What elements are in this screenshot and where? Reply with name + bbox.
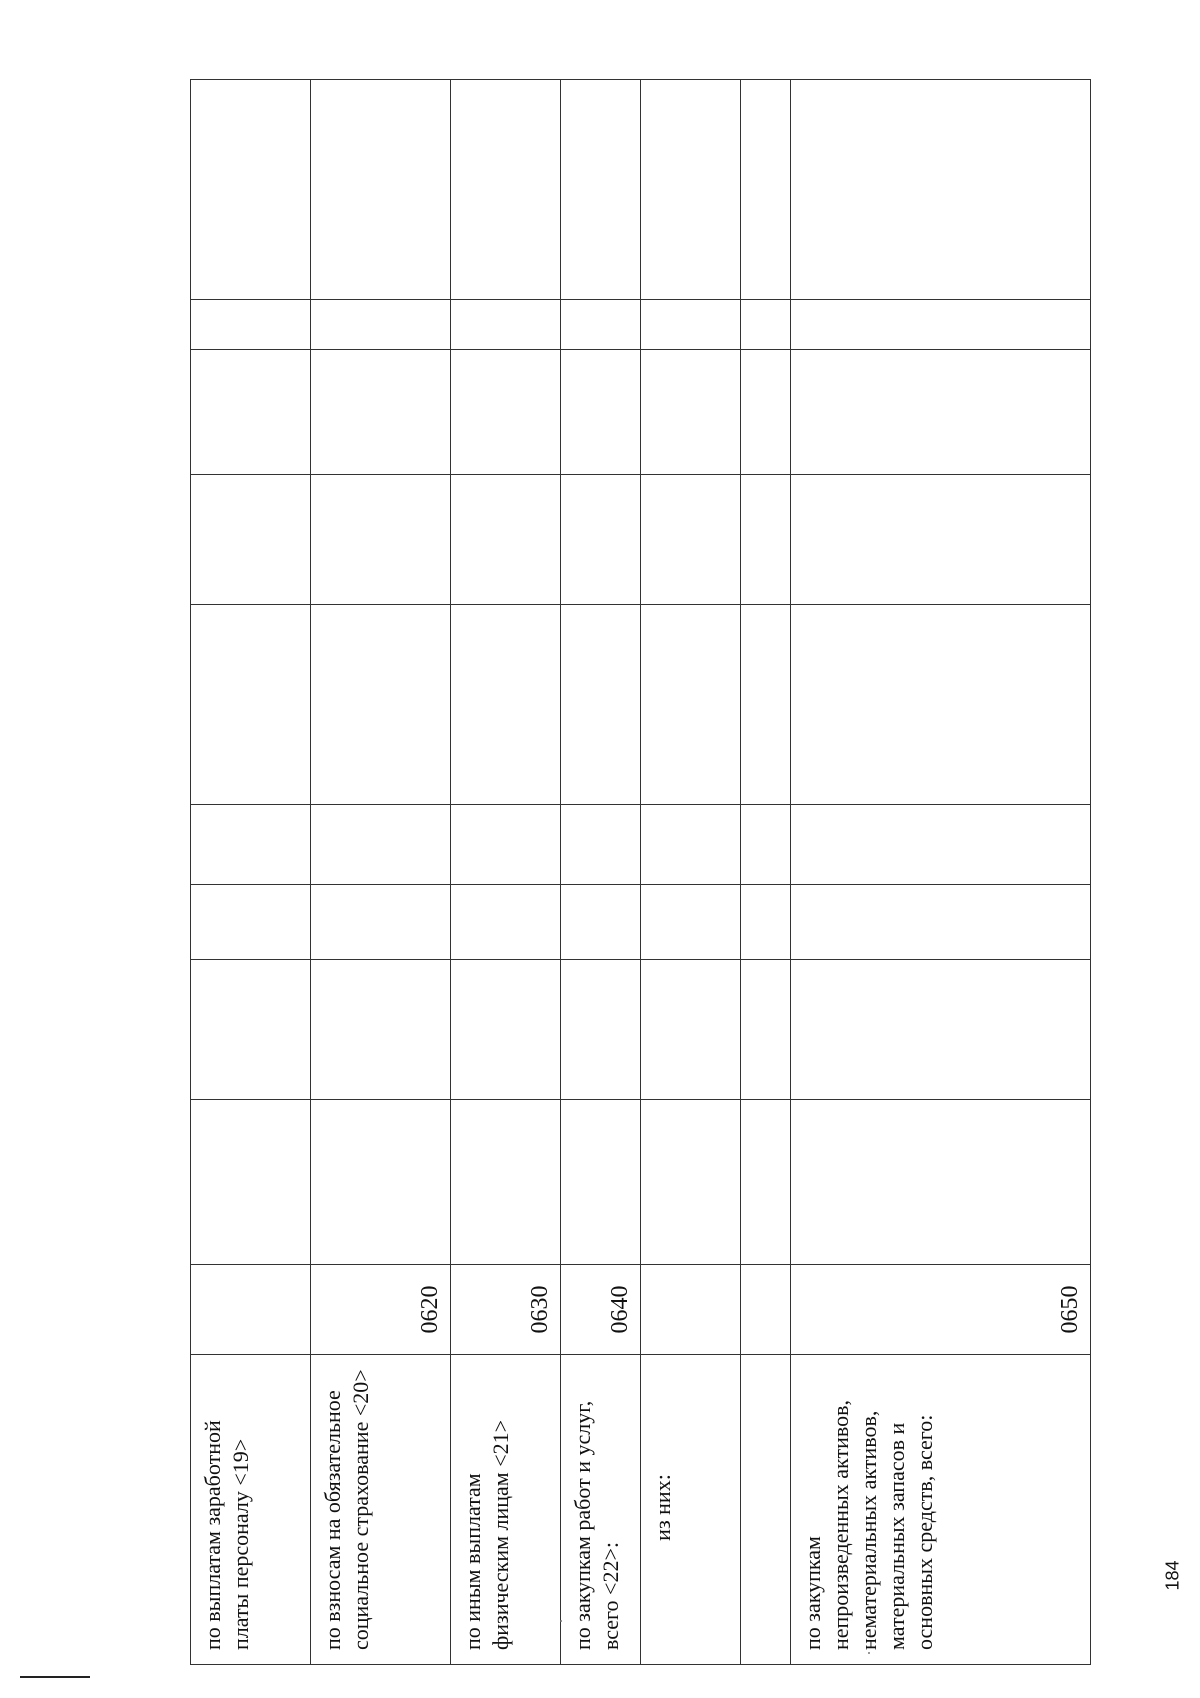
table-cell xyxy=(741,960,791,1100)
table-cell xyxy=(741,885,791,960)
table-cell xyxy=(791,605,1091,805)
table-cell xyxy=(741,1100,791,1265)
table-cell xyxy=(791,475,1091,605)
table-cell xyxy=(191,885,311,960)
table-cell xyxy=(451,605,561,805)
footnote-rule xyxy=(20,1676,90,1678)
table-cell xyxy=(191,475,311,605)
table-row xyxy=(791,80,1091,1665)
table-cell xyxy=(641,605,741,805)
table-cell xyxy=(191,960,311,1100)
table-cell xyxy=(791,960,1091,1100)
row-code: 0640 xyxy=(561,1265,641,1355)
table-cell xyxy=(311,80,451,300)
table-cell xyxy=(311,300,451,350)
row-label: по иным выплатам физическим лицам <21> xyxy=(451,1355,561,1665)
table-cell xyxy=(641,475,741,605)
row-code: 0630 xyxy=(451,1265,561,1355)
table-row xyxy=(451,80,561,1665)
table-row xyxy=(561,80,641,1665)
table-cell xyxy=(641,1100,741,1265)
table-cell xyxy=(311,350,451,475)
table-cell xyxy=(561,885,641,960)
scan-speck xyxy=(868,1652,870,1654)
table-cell xyxy=(561,960,641,1100)
table-cell xyxy=(451,350,561,475)
rotated-table-wrapper xyxy=(190,80,1090,1665)
table-row xyxy=(191,80,311,1665)
row-code: 0650 xyxy=(791,1265,1091,1355)
table-cell xyxy=(641,300,741,350)
table-cell xyxy=(311,960,451,1100)
table-cell xyxy=(191,300,311,350)
table-cell xyxy=(561,80,641,300)
table-cell xyxy=(641,885,741,960)
table-cell xyxy=(561,475,641,605)
table-cell xyxy=(791,1100,1091,1265)
data-table xyxy=(190,79,1091,1665)
table-cell xyxy=(791,885,1091,960)
table-cell xyxy=(791,805,1091,885)
table-cell xyxy=(641,80,741,300)
table-cell xyxy=(451,960,561,1100)
table-cell xyxy=(451,300,561,350)
row-label xyxy=(741,1355,791,1665)
table-cell xyxy=(741,475,791,605)
table-cell xyxy=(191,350,311,475)
table-cell xyxy=(741,350,791,475)
table-row xyxy=(741,80,791,1665)
row-label: из них: xyxy=(641,1355,741,1665)
scan-speck xyxy=(560,1620,562,1622)
table-cell xyxy=(561,300,641,350)
row-code xyxy=(741,1265,791,1355)
table-cell xyxy=(561,350,641,475)
table-cell xyxy=(741,300,791,350)
table-cell xyxy=(311,1100,451,1265)
row-label: по выплатам заработной платы персоналу <19> xyxy=(191,1355,311,1665)
row-code: 0620 xyxy=(311,1265,451,1355)
row-label: по взносам на обязательное социальное страхование <20> xyxy=(311,1355,451,1665)
row-label: по закупкам работ и услуг, всего <22>: xyxy=(561,1355,641,1665)
table-cell xyxy=(451,1100,561,1265)
table-row xyxy=(311,80,451,1665)
row-label: по закупкам непроизведенных активов, нематериальных активов, материальных запасов и основных средств, всего: xyxy=(791,1355,1091,1665)
table-cell xyxy=(741,805,791,885)
table-cell xyxy=(451,475,561,605)
table-cell xyxy=(791,300,1091,350)
table-cell xyxy=(191,80,311,300)
table-cell xyxy=(311,605,451,805)
table-cell xyxy=(561,805,641,885)
row-code xyxy=(191,1265,311,1355)
table-cell xyxy=(191,605,311,805)
table-cell xyxy=(641,805,741,885)
row-code xyxy=(641,1265,741,1355)
table-cell xyxy=(451,805,561,885)
table-cell xyxy=(641,350,741,475)
table-cell xyxy=(561,1100,641,1265)
table-row xyxy=(641,80,741,1665)
table-cell xyxy=(641,960,741,1100)
table-cell xyxy=(791,350,1091,475)
table-cell xyxy=(791,80,1091,300)
page-number: 184 xyxy=(1162,1560,1183,1591)
table-cell xyxy=(191,805,311,885)
table-cell xyxy=(451,80,561,300)
table-cell xyxy=(561,605,641,805)
table-cell xyxy=(311,885,451,960)
table-cell xyxy=(741,605,791,805)
table-cell xyxy=(451,885,561,960)
table-cell xyxy=(311,475,451,605)
table-cell xyxy=(741,80,791,300)
table-cell xyxy=(191,1100,311,1265)
table-cell xyxy=(311,805,451,885)
